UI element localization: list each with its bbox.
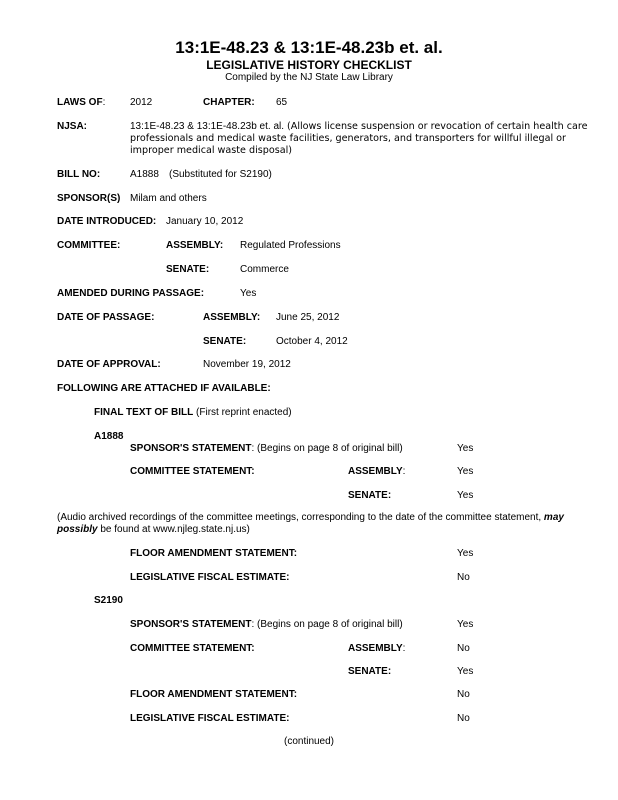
- page-title: 13:1E-48.23 & 13:1E-48.23b et. al.: [175, 38, 443, 57]
- a1888-committee-assembly-value: Yes: [457, 466, 474, 477]
- bill-no-label: BILL NO:: [57, 169, 101, 180]
- s2190-committee-senate-label: SENATE:: [348, 666, 392, 677]
- sponsors-label: SPONSOR(S): [57, 193, 121, 204]
- bill-no-note: (Substituted for S2190): [169, 169, 272, 180]
- page-subtitle: LEGISLATIVE HISTORY CHECKLIST: [206, 58, 412, 72]
- njsa-description: [130, 121, 600, 157]
- s2190-committee-senate-value: Yes: [457, 666, 474, 677]
- a1888-committee-statement-label: COMMITTEE STATEMENT:: [130, 466, 255, 477]
- passage-senate-label: SENATE:: [203, 336, 247, 347]
- a1888-sponsor-statement: SPONSOR'S STATEMENT: (Begins on page 8 of original bill): [130, 443, 403, 454]
- s2190-floor-amendment-value: No: [457, 689, 470, 700]
- attached-heading: FOLLOWING ARE ATTACHED IF AVAILABLE:: [57, 383, 271, 394]
- s2190-sponsor-statement: SPONSOR'S STATEMENT: (Begins on page 8 of original bill): [130, 619, 403, 630]
- date-introduced-label: DATE INTRODUCED:: [57, 216, 157, 227]
- date-of-approval-value: November 19, 2012: [203, 359, 291, 370]
- passage-senate-value: October 4, 2012: [276, 336, 348, 347]
- amended-value: Yes: [240, 288, 257, 299]
- committee-assembly-value: Regulated Professions: [240, 240, 341, 251]
- njsa-label: NJSA:: [57, 121, 88, 132]
- s2190-committee-statement-label: COMMITTEE STATEMENT:: [130, 643, 255, 654]
- a1888-heading: A1888: [94, 431, 124, 442]
- s2190-sponsor-statement-value: Yes: [457, 619, 474, 630]
- njsa-citation: 13:1E-48.23 & 13:1E-48.23b et. al.: [130, 121, 284, 132]
- committee-senate-label: SENATE:: [166, 264, 210, 275]
- chapter-value: 65: [276, 97, 288, 108]
- s2190-committee-assembly-label: ASSEMBLY:: [348, 643, 406, 654]
- amended-label: AMENDED DURING PASSAGE:: [57, 288, 205, 299]
- a1888-committee-senate-value: Yes: [457, 490, 474, 501]
- s2190-fiscal-estimate-label: LEGISLATIVE FISCAL ESTIMATE:: [130, 713, 290, 724]
- a1888-fiscal-estimate-label: LEGISLATIVE FISCAL ESTIMATE:: [130, 572, 290, 583]
- a1888-sponsor-statement-value: Yes: [457, 443, 474, 454]
- s2190-heading: S2190: [94, 595, 123, 606]
- passage-assembly-label: ASSEMBLY:: [203, 312, 261, 323]
- s2190-committee-assembly-value: No: [457, 643, 470, 654]
- s2190-fiscal-estimate-value: No: [457, 713, 470, 724]
- a1888-floor-amendment-label: FLOOR AMENDMENT STATEMENT:: [130, 548, 298, 559]
- laws-of-label: LAWS OF:: [57, 97, 106, 108]
- bill-no-value: A1888: [130, 169, 159, 180]
- sponsors-value: Milam and others: [130, 193, 207, 204]
- continued-footer: (continued): [283, 736, 335, 747]
- committee-label: COMMITTEE:: [57, 240, 121, 251]
- passage-assembly-value: June 25, 2012: [276, 312, 340, 323]
- audio-archive-note: (Audio archived recordings of the committee meetings, corresponding to the date of the committee statement, may possibly be found at www.njleg.state.nj.us): [57, 512, 564, 535]
- committee-assembly-label: ASSEMBLY:: [166, 240, 224, 251]
- date-of-passage-label: DATE OF PASSAGE:: [57, 312, 155, 323]
- laws-of-value: 2012: [130, 97, 153, 108]
- date-introduced-value: January 10, 2012: [166, 216, 244, 227]
- njsa-summary: (Allows license suspension or revocation of certain health care professionals and medical waste facilities, generators, and transporters for willful illegal or improper medical waste disposal): [130, 121, 588, 156]
- compiled-by: Compiled by the NJ State Law Library: [225, 72, 393, 83]
- s2190-floor-amendment-label: FLOOR AMENDMENT STATEMENT:: [130, 689, 298, 700]
- a1888-floor-amendment-value: Yes: [457, 548, 474, 559]
- date-of-approval-label: DATE OF APPROVAL:: [57, 359, 161, 370]
- a1888-fiscal-estimate-value: No: [457, 572, 470, 583]
- a1888-committee-senate-label: SENATE:: [348, 490, 392, 501]
- committee-senate-value: Commerce: [240, 264, 289, 275]
- final-text-of-bill: FINAL TEXT OF BILL (First reprint enacted): [94, 407, 292, 418]
- a1888-committee-assembly-label: ASSEMBLY:: [348, 466, 406, 477]
- chapter-label: CHAPTER:: [203, 97, 255, 108]
